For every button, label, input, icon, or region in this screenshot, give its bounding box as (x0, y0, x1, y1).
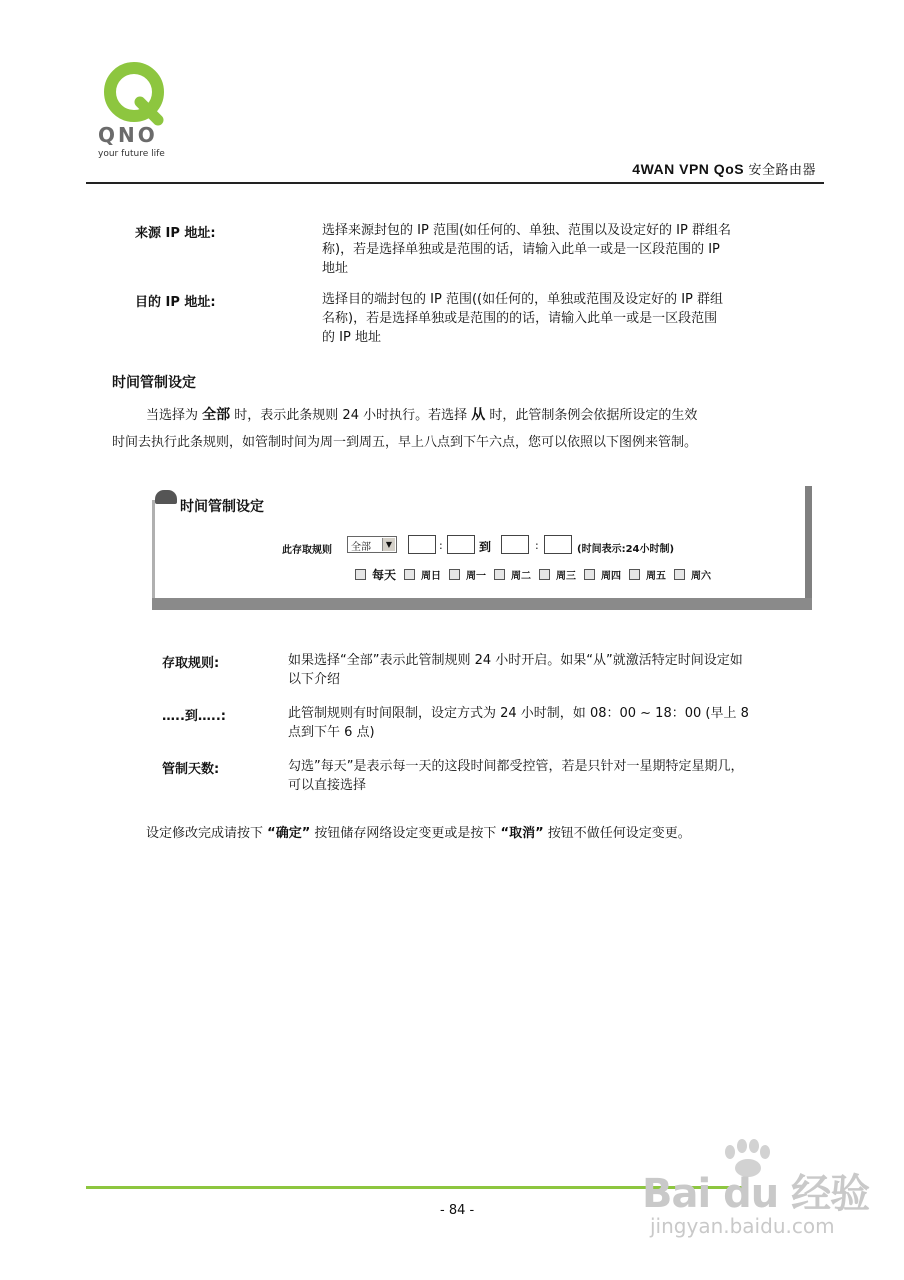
screenshot-border-right (805, 486, 812, 610)
desc-line: 选择目的端封包的 IP 范围((如任何的，单独或范围及设定好的 IP 群组 (322, 292, 724, 307)
day-option-thu[interactable] (584, 566, 621, 583)
day-option-sat[interactable] (674, 566, 711, 583)
day-label: 周二 (511, 571, 532, 582)
text-run: 按钮不做任何设定变更。 (547, 826, 691, 841)
panel-title: 时间管制设定 (180, 499, 264, 515)
term-time-range: …..到…..: (162, 709, 226, 724)
watermark-url: jingyan.baidu.com (650, 1214, 835, 1238)
logo-tagline: your future life (98, 149, 165, 159)
start-minute-input[interactable] (447, 535, 475, 554)
desc-source-ip (322, 221, 792, 278)
day-option-sun[interactable] (404, 566, 441, 583)
desc-line: 如果选择“全部”表示此管制规则 24 小时开启。如果“从”就激活特定时间设定如 (288, 653, 743, 668)
panel-title-icon (155, 490, 177, 504)
day-option-mon[interactable] (449, 566, 486, 583)
colon: : (535, 539, 539, 552)
header-title (632, 159, 816, 178)
desc-line: 此管制规则有时间限制，设定方式为 24 小时制，如 08：00 ~ 18：00 (早上 8 (288, 706, 749, 721)
checkbox[interactable] (674, 569, 685, 580)
checkbox[interactable] (449, 569, 460, 580)
text-run-bold: “确定” (267, 826, 311, 841)
checkbox[interactable] (629, 569, 640, 580)
day-label: 每天 (372, 568, 397, 582)
desc-control-days (288, 757, 818, 795)
checkbox[interactable] (539, 569, 550, 580)
header-title-cn: 安全路由器 (748, 163, 816, 178)
select-value: 全部 (351, 542, 371, 553)
desc-line: 勾选”每天”是表示每一天的这段时间都受控管，若是只针对一星期特定星期几， (288, 759, 744, 774)
desc-line: 的 IP 地址 (322, 330, 381, 345)
end-hour-input[interactable] (501, 535, 529, 554)
desc-line: 名称)，若是选择单独或是范围的的话，请输入此单一或是一区段范围 (322, 311, 718, 326)
screenshot-border-left (152, 500, 155, 600)
header-divider (86, 182, 824, 184)
desc-line: 称)，若是选择单独或是范围的话，请输入此单一或是一区段范围的 IP (322, 242, 720, 257)
text-run: 设定修改完成请按下 (146, 826, 264, 841)
text-run: 当选择为 (146, 408, 199, 423)
text-run-bold: 从 (471, 407, 486, 423)
day-option-fri[interactable] (629, 566, 666, 583)
logo-text: QNO (98, 123, 158, 147)
day-label: 周日 (421, 571, 442, 582)
desc-line: 地址 (322, 261, 349, 276)
desc-access-rule (288, 651, 818, 689)
paragraph-line-2: 时间去执行此条规则，如管制时间为周一到周五，早上八点到下午六点，您可以依照以下图例来管制。 (112, 435, 698, 450)
term-destination-ip: 目的 IP 地址: (135, 295, 216, 310)
page-number: - 84 - (440, 1203, 475, 1218)
day-label: 周四 (601, 571, 622, 582)
desc-line: 选择来源封包的 IP 范围(如任何的、单独、范围以及设定好的 IP 群组名 (322, 223, 731, 238)
to-label: 到 (479, 540, 492, 554)
checkbox[interactable] (355, 569, 366, 580)
checkbox[interactable] (404, 569, 415, 580)
checkbox[interactable] (494, 569, 505, 580)
end-minute-input[interactable] (544, 535, 572, 554)
text-run-bold: 全部 (202, 407, 231, 423)
day-label: 周六 (691, 571, 712, 582)
day-option-tue[interactable] (494, 566, 531, 583)
day-label: 周三 (556, 571, 577, 582)
intro-paragraph (112, 402, 812, 456)
day-checkboxes (355, 566, 719, 583)
text-run: 时，表示此条规则 24 小时执行。若选择 (234, 408, 468, 423)
term-source-ip: 来源 IP 地址: (135, 226, 216, 241)
header-title-en: 4WAN VPN QoS (632, 161, 745, 177)
access-rule-select[interactable] (347, 536, 397, 553)
colon: : (439, 539, 443, 552)
paragraph-line-1 (112, 402, 812, 429)
chevron-down-icon: ▼ (382, 538, 395, 551)
watermark-brand: Bai du 经验 (642, 1171, 870, 1217)
desc-destination-ip (322, 290, 792, 347)
closing-sentence (146, 822, 691, 841)
text-run: 按钮储存网络设定变更或是按下 (314, 826, 497, 841)
text-run: 时，此管制条例会依据所设定的生效 (489, 408, 698, 423)
checkbox[interactable] (584, 569, 595, 580)
start-hour-input[interactable] (408, 535, 436, 554)
desc-line: 以下介绍 (288, 672, 341, 687)
desc-time-range (288, 704, 818, 742)
day-option-wed[interactable] (539, 566, 576, 583)
day-option-everyday[interactable] (355, 566, 396, 583)
access-rule-label: 此存取规则 (282, 545, 332, 556)
day-label: 周一 (466, 571, 487, 582)
time-format-note: (时间表示:24小时制) (577, 544, 675, 555)
term-control-days: 管制天数: (162, 762, 220, 777)
day-label: 周五 (646, 571, 667, 582)
term-access-rule: 存取规则: (162, 656, 220, 671)
desc-line: 可以直接选择 (288, 778, 367, 793)
section-heading: 时间管制设定 (112, 375, 196, 391)
text-run-bold: “取消” (500, 826, 544, 841)
desc-line: 点到下午 6 点) (288, 725, 375, 740)
qno-logo (96, 60, 176, 160)
screenshot-border-bottom (152, 598, 812, 610)
